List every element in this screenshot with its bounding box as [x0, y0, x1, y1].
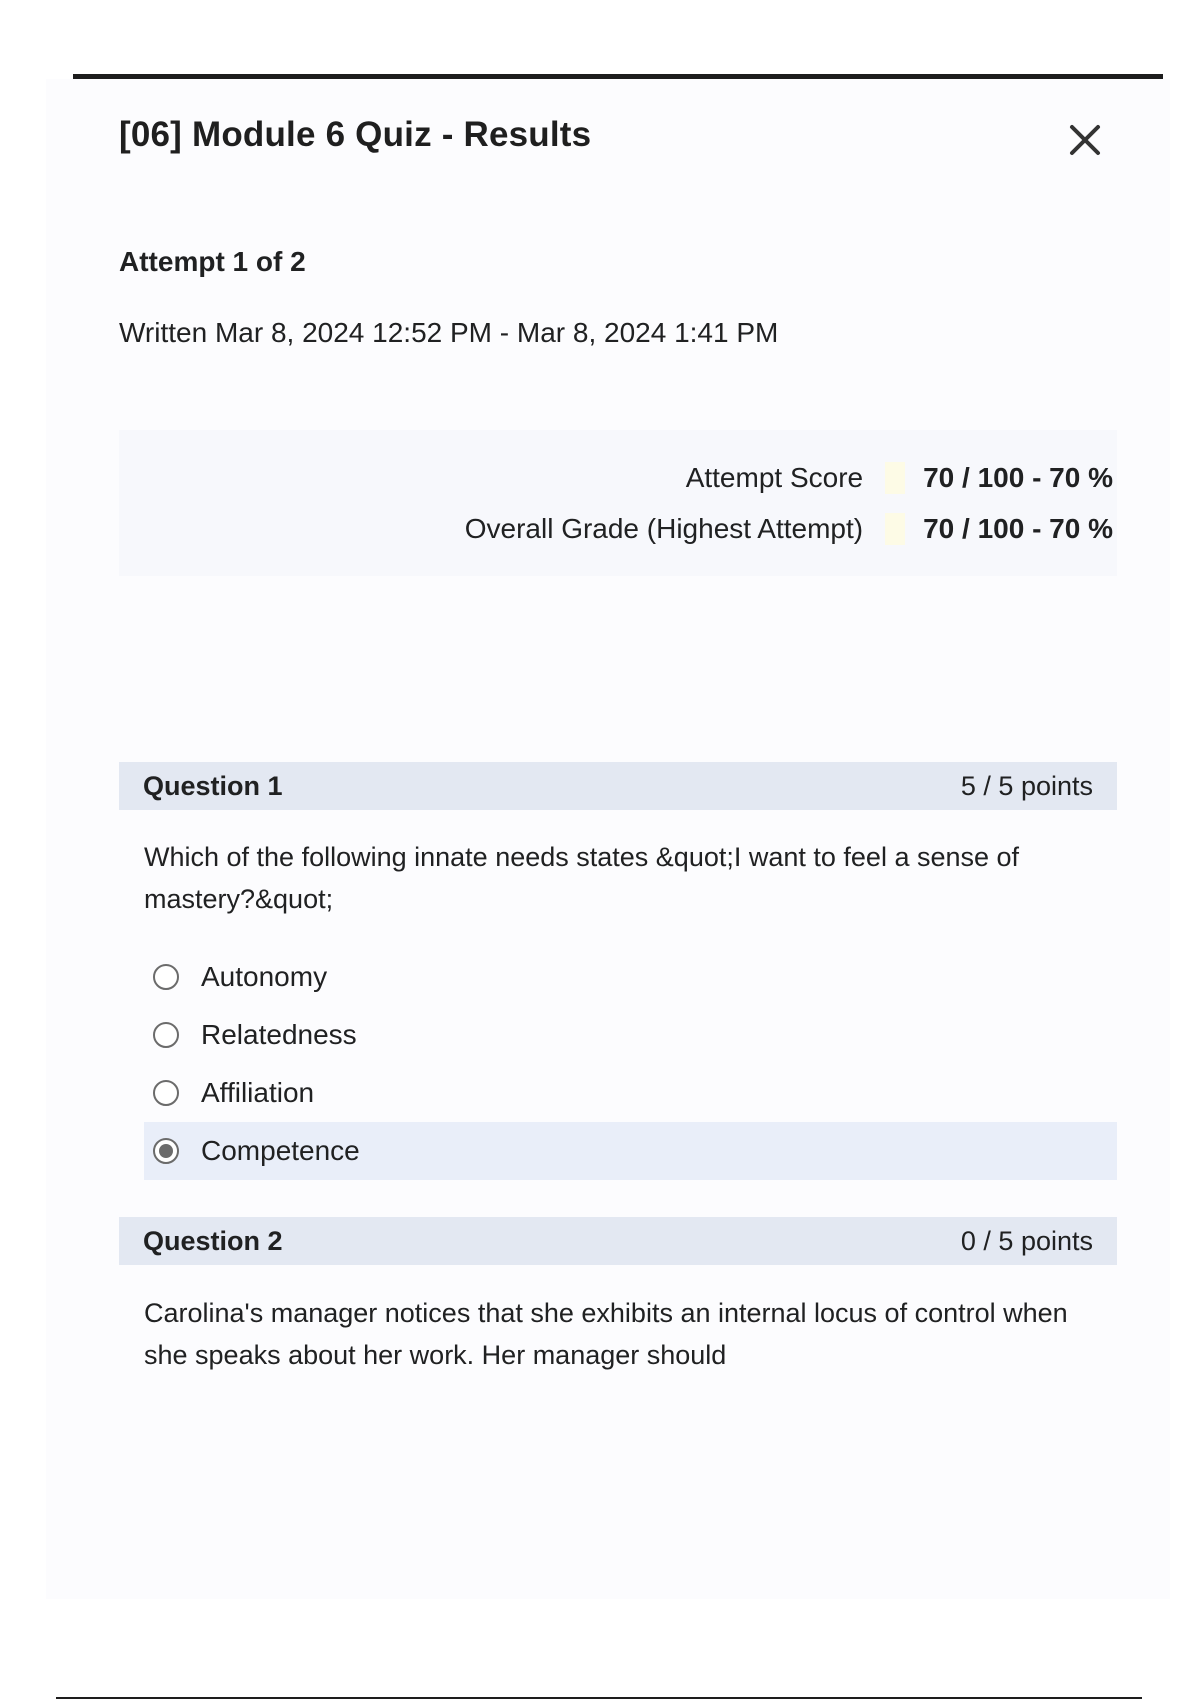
- question-text: Carolina's manager notices that she exhibits an internal locus of control when she speaks about her work. Her manager should: [144, 1298, 1068, 1370]
- question-header: [119, 762, 1117, 810]
- page-title: [06] Module 6 Quiz - Results: [119, 115, 592, 154]
- answer-option-label: Autonomy: [201, 961, 328, 992]
- question-title: Question 1: [143, 770, 283, 801]
- overall-grade-label: Overall Grade (Highest Attempt): [464, 513, 864, 544]
- radio-button[interactable]: [153, 1080, 179, 1106]
- score-highlight: [885, 513, 905, 545]
- answer-option-affiliation[interactable]: [144, 1064, 1117, 1122]
- answer-option-competence[interactable]: [144, 1122, 1117, 1180]
- answer-option-label: Relatedness: [201, 1019, 357, 1050]
- question-title: Question 2: [143, 1225, 283, 1256]
- answer-option-relatedness[interactable]: [144, 1006, 1117, 1064]
- answer-option-label: Affiliation: [201, 1077, 315, 1108]
- attempt-score-value: 70 / 100 - 70 %: [923, 462, 1113, 493]
- attempt-heading: Attempt 1 of 2: [119, 246, 306, 277]
- score-summary: [119, 430, 1117, 576]
- radio-selected-dot: [159, 1144, 173, 1158]
- overall-grade-row: [119, 507, 1117, 551]
- overall-grade-value: 70 / 100 - 70 %: [923, 513, 1113, 544]
- attempt-score-label: Attempt Score: [685, 462, 864, 493]
- answer-option-label: Competence: [201, 1135, 360, 1166]
- radio-button[interactable]: [153, 964, 179, 990]
- question-text: Which of the following innate needs states &quot;I want to feel a sense of mastery?&quot;: [144, 842, 1020, 914]
- bottom-divider: [56, 1697, 1142, 1699]
- answer-option-autonomy[interactable]: [144, 948, 1117, 1006]
- radio-button[interactable]: [153, 1022, 179, 1048]
- question-header: [119, 1217, 1117, 1265]
- close-button[interactable]: [1061, 116, 1109, 164]
- answer-options: [144, 948, 1117, 1180]
- radio-button-selected[interactable]: [153, 1138, 179, 1164]
- attempt-score-row: [119, 456, 1117, 500]
- close-icon: [1069, 124, 1101, 156]
- question-points: 5 / 5 points: [960, 770, 1093, 801]
- attempt-written-time: Written Mar 8, 2024 12:52 PM - Mar 8, 2024 1:41 PM: [119, 317, 779, 348]
- question-points: 0 / 5 points: [960, 1225, 1093, 1256]
- score-highlight: [885, 462, 905, 494]
